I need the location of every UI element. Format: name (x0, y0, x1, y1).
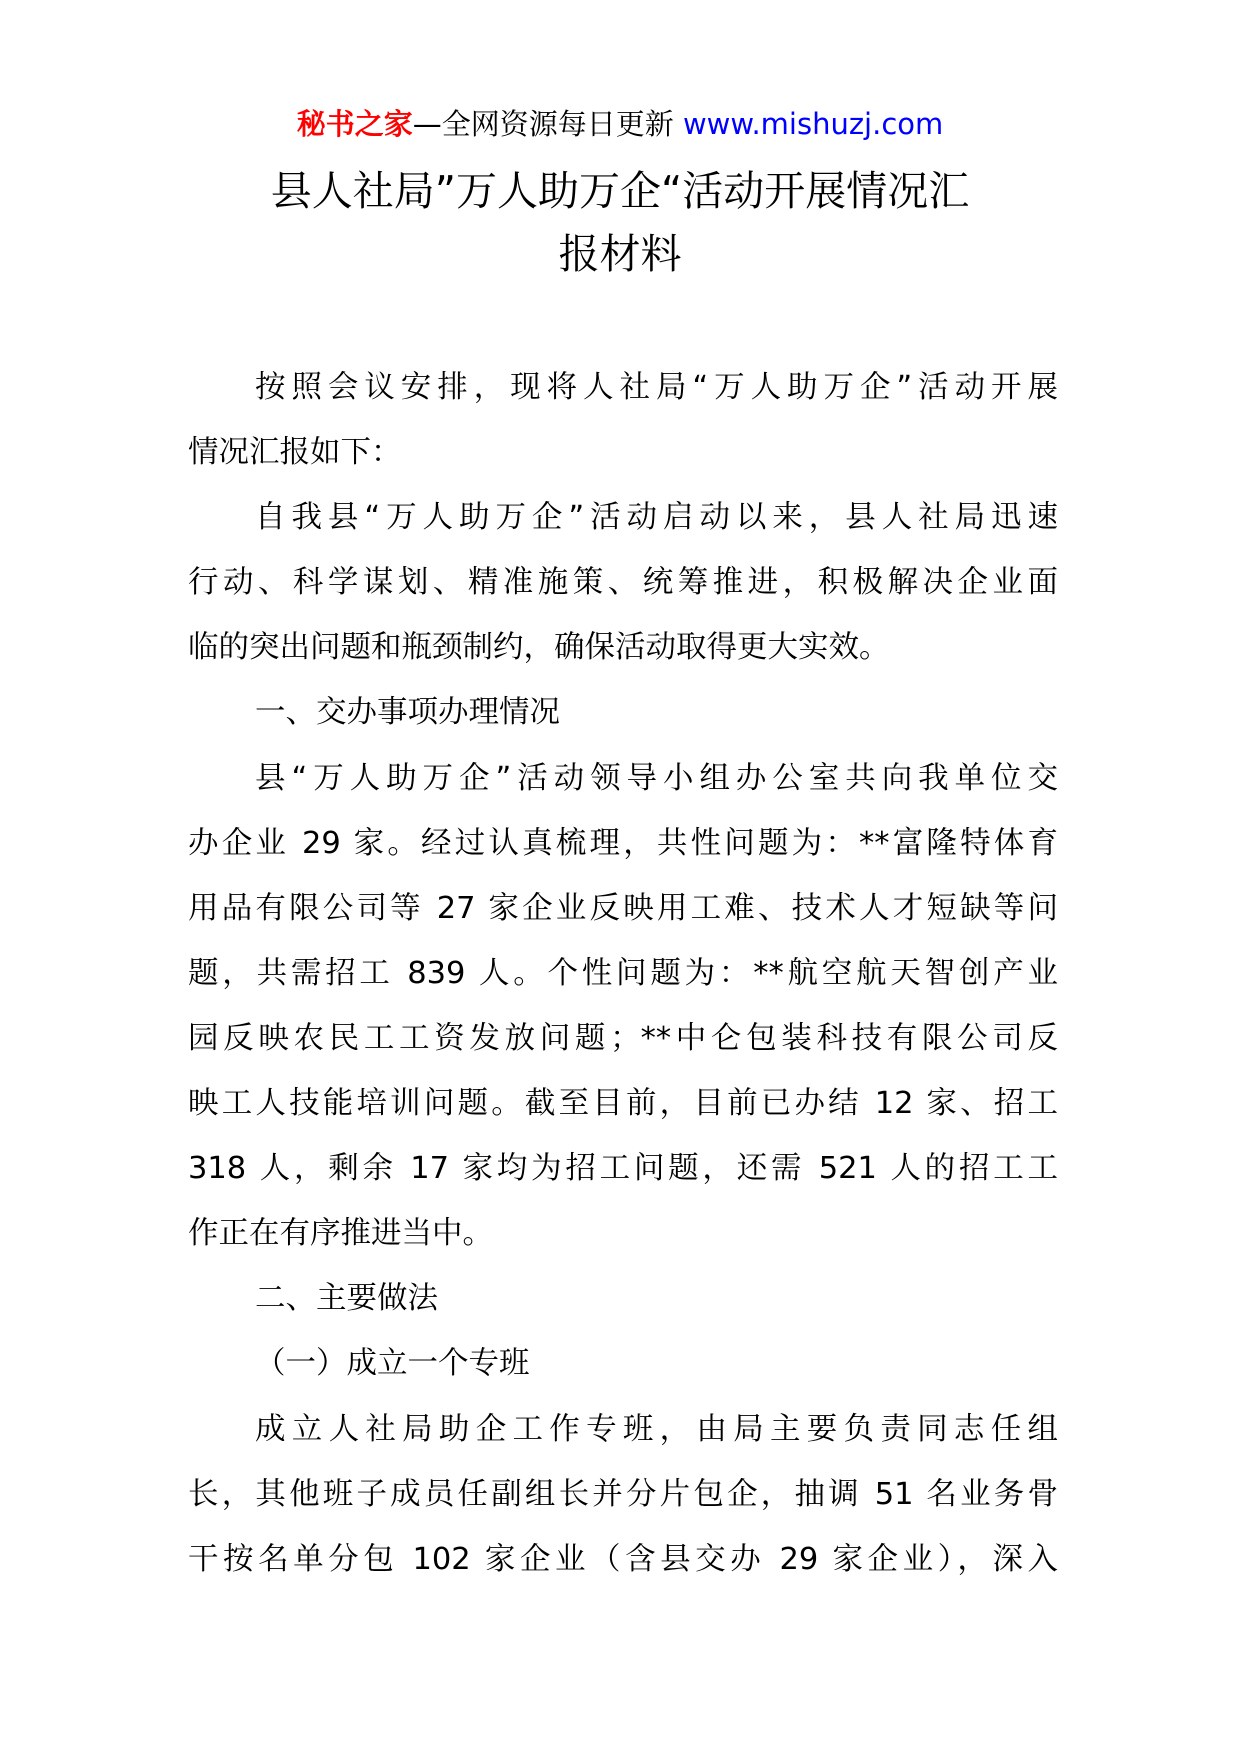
para-intro-line-1: 按照会议安排，现将人社局“万人助万企”活动开展 (255, 370, 1058, 405)
site-slogan: —全网资源每日更新 (412, 107, 683, 141)
para-assigned-line-6: 映工人技能培训问题。截至目前，目前已办结 12 家、招工 (188, 1086, 1058, 1122)
section-heading-1: 一、交办事项办理情况 (255, 695, 560, 731)
site-header (0, 102, 1240, 146)
para-taskforce-line-1: 成立人社局助企工作专班，由局主要负责同志任组 (255, 1411, 1058, 1447)
title-line-2: 报材料 (558, 230, 682, 278)
title-line-1: 县人社局”万人助万企“活动开展情况汇 (270, 167, 970, 215)
document-body (188, 355, 1058, 1592)
para-assigned-line-4: 题，共需招工 839 人。个性问题为：**航空航天智创产业 (188, 955, 1058, 991)
para-assigned-line-5: 园反映农民工工资发放问题；**中仑包装科技有限公司反 (188, 1020, 1058, 1056)
para-assigned-line-3: 用品有限公司等 27 家企业反映用工难、技术人才短缺等问 (188, 890, 1058, 926)
para-overview-line-2: 行动、科学谋划、精准施策、统筹推进，积极解决企业面 (188, 565, 1058, 601)
document-title (150, 160, 1090, 286)
para-assigned-line-8: 作正在有序推进当中。 (188, 1216, 493, 1252)
para-taskforce-line-2: 长，其他班子成员任副组长并分片包企，抽调 51 名业务骨 (188, 1476, 1058, 1512)
para-assigned-line-7: 318 人，剩余 17 家均为招工问题，还需 521 人的招工工 (188, 1151, 1058, 1187)
site-url-link[interactable]: www.mishuzj.com (682, 107, 944, 141)
para-assigned-line-2: 办企业 29 家。经过认真梳理，共性问题为：**富隆特体育 (188, 825, 1058, 861)
para-overview-line-1: 自我县“万人助万企”活动启动以来，县人社局迅速 (255, 500, 1058, 536)
site-brand: 秘书之家 (296, 107, 413, 141)
subsection-heading-1: （一）成立一个专班 (255, 1346, 530, 1382)
para-intro-line-2: 情况汇报如下： (188, 435, 402, 471)
section-heading-2: 二、主要做法 (255, 1281, 438, 1317)
para-assigned-line-1: 县“万人助万企”活动领导小组办公室共向我单位交 (255, 760, 1058, 796)
para-overview-line-3: 临的突出问题和瓶颈制约，确保活动取得更大实效。 (188, 630, 890, 666)
para-taskforce-line-3: 干按名单分包 102 家企业（含县交办 29 家企业），深入 (188, 1541, 1058, 1577)
